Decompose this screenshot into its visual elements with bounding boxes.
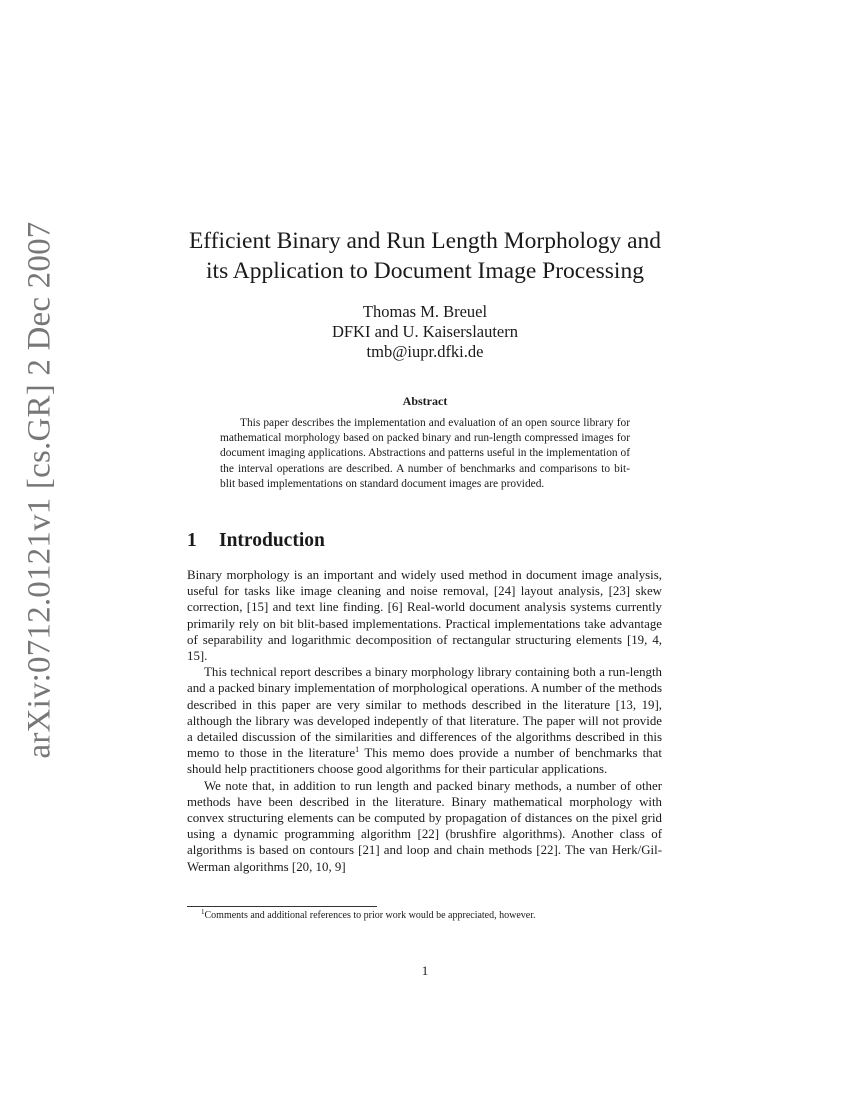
author-email: tmb@iupr.dfki.de bbox=[366, 342, 484, 361]
title-line-2: its Application to Document Image Processing bbox=[206, 258, 644, 284]
body-text bbox=[187, 567, 662, 875]
paragraph-2 bbox=[187, 664, 662, 777]
arxiv-identifier-stamp: arXiv:0712.0121v1 [cs.GR] 2 Dec 2007 bbox=[21, 221, 58, 759]
paragraph-2-text-after: This memo does provide a number of benchmarks that should help practitioners choose good algorithms for their particular applications. bbox=[187, 746, 662, 777]
paragraph-2-text-before: This technical report describes a binary morphology library containing both a run-length and a packed binary implementation of morphological operations. A number of the methods described in this paper are very similar to methods described in the literature [13, 19], although the library was developed indepently of that literature. The paper will not provide a detailed discussion of the similarities and differences of the algorithms described in this memo to those in the literature bbox=[187, 665, 662, 761]
paragraph-3: We note that, in addition to run length and packed binary methods, a number of other methods have been described in the literature. Binary mathematical morphology with convex structuring elements can be computed by propagation of distances on the pixel grid using a dynamic programming algorithm [22] (brushfire algorithms). Another class of algorithms is based on contours [21] and loop and chain methods [22]. The van Herk/Gil-Werman algorithms [20, 10, 9] bbox=[187, 778, 662, 874]
abstract-text: This paper describes the implementation and evaluation of an open source library for mathematical morphology based on packed binary and run-length compressed images for document imaging applications. Abstractions and patterns useful in the implementation of the interval operations are described. A number of benchmarks and comparisons to bit-blit based implementations on standard document images are provided. bbox=[220, 417, 630, 490]
page-number: 1 bbox=[421, 963, 429, 978]
paper-title bbox=[185, 226, 665, 286]
section-number: 1 bbox=[187, 530, 197, 551]
footnote-mark: 1 bbox=[201, 908, 205, 916]
section-heading bbox=[187, 530, 325, 552]
section-title: Introduction bbox=[219, 530, 325, 551]
author-name: Thomas M. Breuel bbox=[362, 302, 488, 321]
footnote-text: Comments and additional references to prior work would be appreciated, however. bbox=[204, 910, 536, 921]
abstract-heading: Abstract bbox=[402, 394, 448, 408]
title-line-1: Efficient Binary and Run Length Morphology and bbox=[188, 228, 662, 254]
paragraph-1: Binary morphology is an important and widely used method in document image analysis, useful for tasks like image cleaning and noise removal, [24] layout analysis, [23] skew correction, [15] and text line finding. [6] Real-world document analysis systems currently primarily rely on bit blit-based implementations. Practical implementations take advantage of separability and logarithmic decomposition of rectangular structuring elements [19, 4, 15]. bbox=[187, 568, 662, 664]
footnote-reference[interactable]: 1 bbox=[355, 744, 360, 755]
author-affiliation: DFKI and U. Kaiserslautern bbox=[331, 322, 519, 341]
author-block bbox=[185, 302, 665, 362]
footnote bbox=[187, 909, 662, 922]
footnote-divider bbox=[187, 906, 377, 907]
